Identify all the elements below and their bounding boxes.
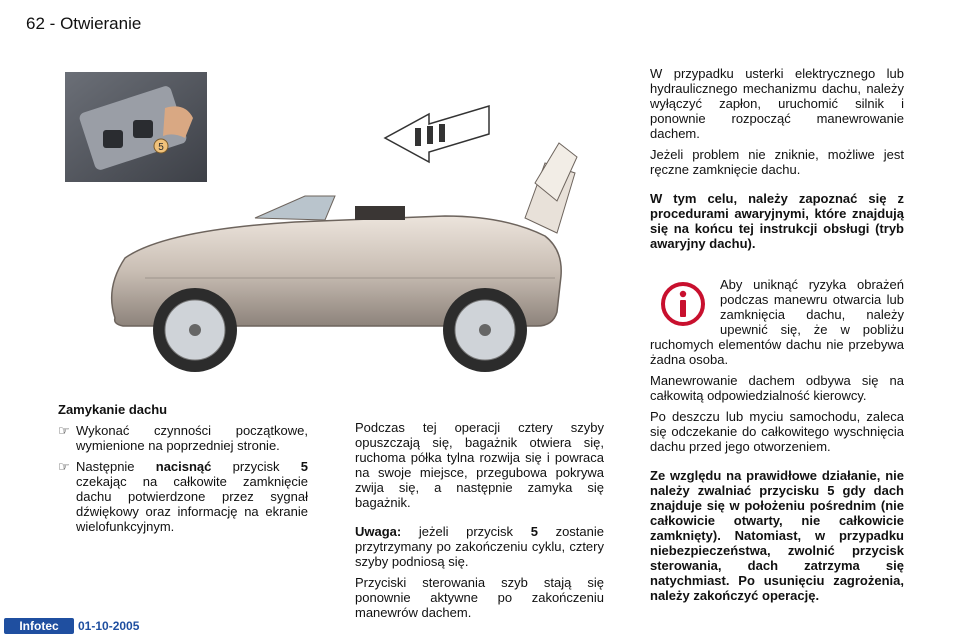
- warning-text: Manewrowanie dachem odbywa się na całkowitą odpowiedzialność kierowcy.: [650, 373, 904, 403]
- warning-info-icon: [660, 281, 706, 327]
- note-paragraph: [355, 524, 604, 569]
- list-item-text: czekając na całkowite zamknięcie dachu potwierdzone przez sygnał dźwiękowy oraz informację na ekranie wielofunkcyjnym.: [76, 474, 308, 534]
- warning-block: [650, 277, 904, 454]
- convertible-car-illustration: [55, 68, 625, 388]
- button-number: 5: [530, 524, 538, 539]
- bold-paragraph: Ze względu na prawidłowe działanie, nie należy zwalniać przycisku 5 gdy dach znajduje się w położeniu pośrednim (nie całkowicie otwarty, nie całkowicie zamknięty). Natomiast, w przypadku niebezpieczeństwa, zwolnić przycisk sterowania, dach zatrzyma się natychmiast. Po usunięciu zagrożenia, należy zakończyć operację.: [650, 468, 904, 603]
- warning-text: Aby uniknąć ryzyka obrażeń podczas manewru otwarcia lub zamknięcia dachu, należy upewnić się, że w pobliżu ruchomych elementów dachu nie przebywa żadna osoba.: [650, 277, 904, 367]
- page-number: 62: [26, 14, 45, 33]
- paragraph: Przyciski sterowania szyb stają się ponownie aktywne po zakończeniu manewrów dachem.: [355, 575, 604, 620]
- edition-date: 01-10-2005: [78, 619, 140, 633]
- pointer-hand-icon: ☞: [58, 423, 70, 438]
- bold-paragraph: W tym celu, należy zapoznać się z procedurami awaryjnymi, które znajdują się na końcu tej instrukcji obsługi (tryb awaryjny dachu).: [650, 191, 904, 251]
- pointer-hand-icon: ☞: [58, 459, 70, 474]
- warning-text: Po deszczu lub myciu samochodu, zaleca się odczekanie do całkowitego wyschnięcia dachu przed jego otworzeniem.: [650, 409, 904, 454]
- button-label-5: 5: [158, 142, 164, 153]
- page-header: [26, 14, 141, 34]
- list-item-text: Wykonać czynności początkowe, wymienione na poprzedniej stronie.: [76, 423, 308, 453]
- page-title: Otwieranie: [60, 14, 142, 33]
- list-item: [58, 459, 308, 534]
- note-label: Uwaga:: [355, 524, 402, 539]
- paragraph: Podczas tej operacji cztery szyby opuszczają się, bagażnik otwiera się, ruchoma półka tylna rozwija się i powraca na swoje miejsce, przegubowa pokrywa zwija się, a następnie zamyka się bagażnik.: [355, 420, 604, 510]
- header-separator: -: [49, 14, 56, 33]
- emphasis-text: nacisnąć: [155, 459, 212, 474]
- illustration: [55, 68, 625, 388]
- direction-arrow-icon: [385, 106, 489, 162]
- list-item-text: przycisk: [211, 459, 301, 474]
- front-wheel: [153, 288, 237, 372]
- section-title: Zamykanie dachu: [58, 402, 168, 417]
- column-closing-roof: [58, 402, 308, 540]
- infotec-logo: Infotec: [4, 618, 74, 634]
- note-text: jeżeli przycisk: [401, 524, 531, 539]
- button-inset-photo: [65, 72, 207, 182]
- list-item: [58, 423, 308, 453]
- note-text: zostanie przytrzymany po zakończeniu cyklu, cztery szyby podniosą się.: [355, 524, 604, 569]
- paragraph: W przypadku usterki elektrycznego lub hydraulicznego mechanizmu dachu, należy wyłączyć zapłon, uruchomić silnik i ponownie rozpocząć manewrowanie dachem.: [650, 66, 904, 141]
- list-item-text: Następnie: [76, 459, 156, 474]
- column-faults-warnings: [650, 66, 904, 609]
- button-number: 5: [300, 459, 308, 474]
- rear-wheel: [443, 288, 527, 372]
- column-operation: [355, 420, 604, 626]
- paragraph: Jeżeli problem nie zniknie, możliwe jest ręczne zamknięcie dachu.: [650, 147, 904, 177]
